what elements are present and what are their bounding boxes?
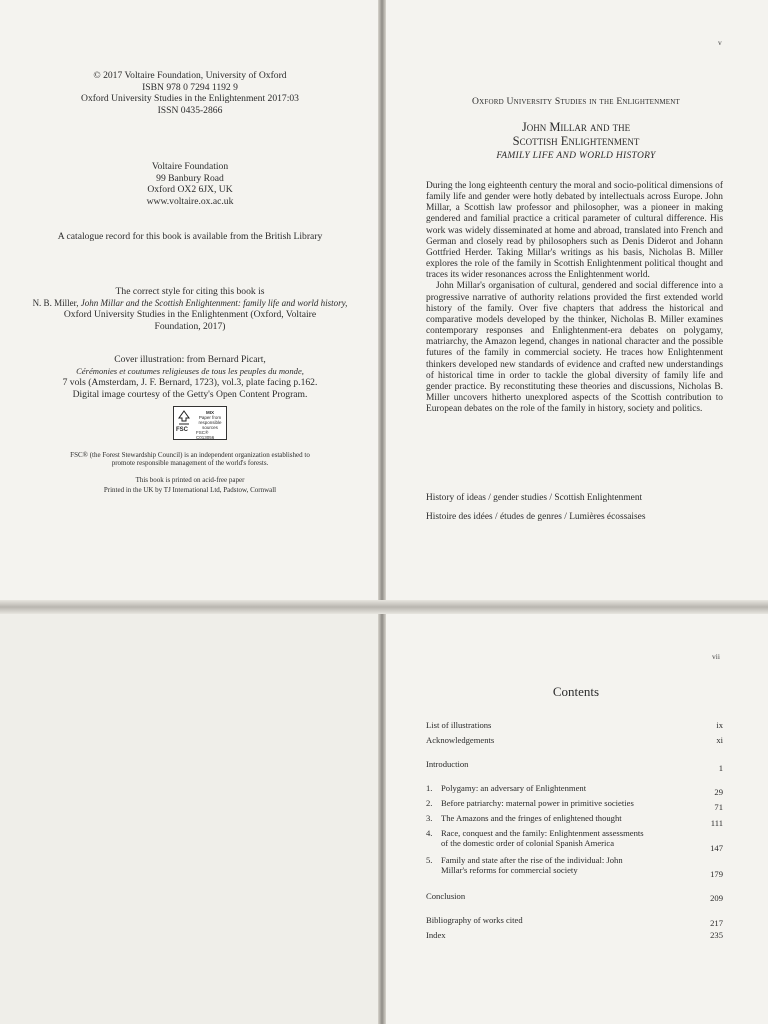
book-title-line: Scottish Enlightenment [512, 134, 640, 148]
fsc-mix-label: MIX [205, 410, 214, 415]
fsc-code: FSC® C013056 [196, 430, 215, 440]
cover-credit-line: 7 vols (Amsterdam, J. F. Bernard, 1723), vol.3, plate facing p.162. [62, 377, 318, 388]
book-subtitle: FAMILY LIFE AND WORLD HISTORY [496, 151, 656, 161]
blurb-paragraph: John Millar's organisation of cultural, gendered and social difference into a progressive narrative of authority relations provided the first extended world history of the family. Over five chapters that address the historical and comparative models developed by the thinker, Nicholas B. Miller examines contemporary responses and Enlightenment-era debates on polygamy, matriarchy, the Amazon legend, changes in national character and the possible futures of the family in commercial society. He traces how Enlightenment thinkers developed new standards of evidence and crafted new understandings of historical time in order to tackle the global diversity of family life and gender practice. By reconstituting these theories and discussions, Nicholas B. Miller uncovers hitherto unexplored aspects of the Scottish contribution to European debates on the role of the family in history, society and politics. [426, 281, 723, 415]
toc-entry-page: 111 [710, 818, 723, 828]
toc-entry-page: 209 [710, 893, 723, 903]
toc-entry-label: Race, conquest and the family: Enlightenment assessments [441, 828, 644, 838]
toc-entry-label: Before patriarchy: maternal power in primitive societies [441, 798, 634, 808]
toc-entry-number: 3. [426, 813, 433, 823]
tree-icon [177, 410, 191, 426]
toc-entry-page: 179 [710, 869, 723, 879]
toc-entry-page: 29 [714, 787, 723, 797]
series-title: Oxford University Studies in the Enlightenment [471, 96, 680, 107]
address-line: Oxford OX2 6JX, UK [147, 184, 233, 195]
fsc-note-line: FSC® (the Forest Stewardship Council) is an independent organization established to [70, 451, 310, 459]
series-page [384, 0, 768, 604]
book-blurb [426, 181, 723, 415]
toc-entry-label: Acknowledgements [426, 735, 495, 745]
toc-entry-page: 217 [710, 918, 723, 928]
citation-publisher: Foundation, 2017) [154, 320, 226, 332]
page-number: vii [712, 652, 720, 661]
copyright-block [30, 70, 350, 116]
isbn-line: ISBN 978 0 7294 1192 9 [142, 81, 238, 93]
catalogue-note: A catalogue record for this book is available from the British Library [57, 231, 323, 242]
citation-reference [15, 298, 365, 310]
copyright-line: © 2017 Voltaire Foundation, University of Oxford [93, 70, 287, 81]
toc-entry-page: 147 [710, 843, 723, 853]
toc-entry-number: 4. [426, 828, 433, 838]
book-gutter [378, 0, 386, 1024]
issn-line: ISSN 0435-2866 [157, 104, 223, 116]
fsc-note-line: promote responsible management of the world's forests. [111, 459, 269, 468]
toc-entry-page: 1 [718, 763, 723, 773]
citation-series: Oxford University Studies in the Enlightenment (Oxford, Voltaire [63, 309, 317, 320]
citation-author: N. B. Miller, [32, 297, 81, 308]
book-title-line: John Millar and the [521, 120, 631, 134]
subjects-english: History of ideas / gender studies / Scottish Enlightenment [426, 493, 643, 503]
toc-entry-label-continued: of the domestic order of colonial Spanish America [441, 838, 615, 848]
subjects-french: Histoire des idées / études de genres / Lumières écossaises [426, 512, 646, 522]
toc-entry-label: Polygamy: an adversary of Enlightenment [441, 783, 587, 793]
cover-book-title: Cérémonies et coutumes religieuses de tous les peuples du monde, [76, 365, 304, 376]
website-line: www.voltaire.ox.ac.uk [146, 195, 234, 207]
printer-note: Printed in the UK by TJ International Ltd, Padstow, Cornwall [103, 486, 277, 494]
fsc-brand: FSC [176, 427, 188, 433]
toc-entry-label-continued: Millar's reforms for commercial society [441, 865, 578, 875]
book-title [384, 120, 768, 148]
page-number: v [718, 38, 722, 47]
cover-credit-line: Digital image courtesy of the Getty's Open Content Program. [72, 388, 308, 400]
address-line: 99 Banbury Road [156, 172, 224, 184]
citation-block [15, 286, 365, 332]
address-line: Voltaire Foundation [151, 161, 229, 172]
toc-entry-page: ix [716, 720, 723, 730]
cover-credit-title [15, 366, 365, 378]
toc-entry-label: Introduction [426, 759, 469, 769]
series-line: Oxford University Studies in the Enlightenment 2017:03 [81, 93, 299, 104]
cover-credit [15, 354, 365, 400]
toc-entry-label: List of illustrations [426, 720, 492, 730]
toc-entry-page: xi [716, 735, 723, 745]
toc-entry-label: The Amazons and the fringes of enlightened thought [441, 813, 622, 823]
toc-entry-page: 235 [710, 930, 723, 940]
copyright-page [0, 0, 380, 604]
fsc-mix-sub: Paper from responsible sources [198, 415, 222, 430]
citation-title: John Millar and the Scottish Enlightenment: family life and world history, [80, 297, 348, 308]
toc-entry-label: Conclusion [426, 891, 466, 901]
toc-entry-label: Bibliography of works cited [426, 915, 523, 925]
cover-credit-line: Cover illustration: from Bernard Picart, [114, 354, 266, 365]
toc-entry-number: 5. [426, 855, 433, 865]
acid-free-note: This book is printed on acid-free paper [135, 476, 245, 484]
toc-entry-label: Family and state after the rise of the individual: John [441, 855, 623, 865]
fsc-logo [173, 406, 227, 440]
contents-heading: Contents [552, 684, 600, 699]
toc-entry-number: 2. [426, 798, 433, 808]
publisher-address [30, 161, 350, 207]
fsc-mix [196, 410, 224, 430]
citation-intro: The correct style for citing this book is [115, 286, 265, 297]
page-fold-shadow [0, 600, 768, 614]
blank-page [0, 610, 380, 1024]
toc-entry-label: Index [426, 930, 446, 940]
blurb-paragraph: During the long eighteenth century the moral and socio-political dimensions of family life and gender were hotly debated by intellectuals across Europe. John Millar, a Scottish law professor and philosopher, was a pioneer in making gendered and familial practice a critical parameter of cultural difference. His work was widely disseminated at home and abroad, translated into French and German and closely read by philosophers such as Denis Diderot and Johann Gottfried Herder. Taking Millar's writings as his basis, Nicholas B. Miller explores the role of the family in Scottish Enlightenment political thought and traces its wider resonances across the Enlightenment world. [426, 181, 723, 281]
fsc-note [20, 451, 360, 468]
toc-entry-page: 71 [714, 802, 723, 812]
toc-entry-number: 1. [426, 783, 433, 793]
